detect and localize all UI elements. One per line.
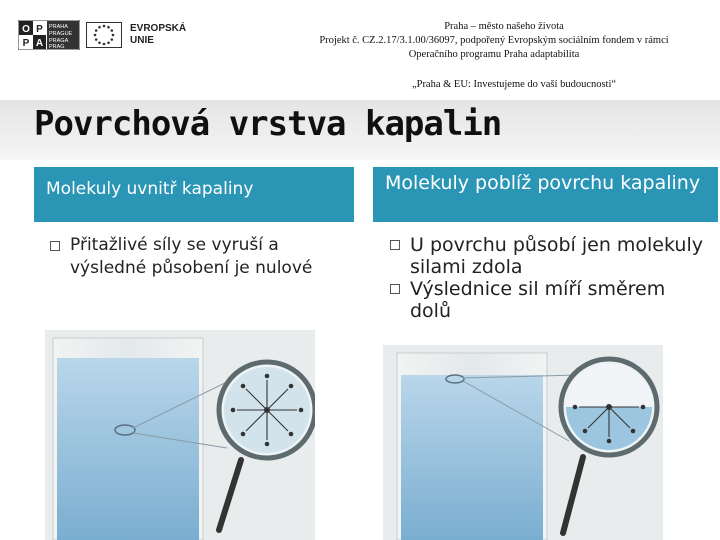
beaker-interior-illustration bbox=[45, 330, 315, 540]
eu-stars-circle-icon bbox=[86, 22, 122, 48]
bullet-text: Přitažlivé síly se vyruší a výsledné působení je nulové bbox=[70, 235, 313, 278]
eu-label bbox=[130, 23, 186, 47]
project-motto: „Praha & EU: Investujeme do vaší budoucnosti“ bbox=[411, 79, 617, 90]
liquid bbox=[401, 375, 543, 540]
opp-logo-line: PRAHA bbox=[49, 24, 68, 30]
bullet-text: Výslednice sil míří směrem dolů bbox=[410, 278, 666, 322]
project-info bbox=[270, 20, 718, 92]
list-item bbox=[388, 278, 708, 322]
opp-letter: P bbox=[36, 24, 43, 35]
opp-logo-line: PRAGUE bbox=[49, 31, 73, 37]
opp-letter: P bbox=[22, 38, 30, 49]
eu-label-line1: EVROPSKÁ bbox=[130, 23, 187, 34]
opp-letter: O bbox=[22, 24, 30, 35]
project-slogan: Praha – město našeho života bbox=[444, 21, 564, 32]
slide-title: Povrchová vrstva kapalin bbox=[34, 104, 502, 144]
header-bar bbox=[0, 0, 720, 100]
left-column-heading: Molekuly uvnitř kapaliny bbox=[34, 167, 354, 222]
opp-logo bbox=[18, 20, 80, 50]
bullet-text: U povrchu působí jen molekuly silami zdola bbox=[410, 234, 703, 278]
program-name: Operačního programu Praha adaptabilita bbox=[408, 49, 580, 60]
opp-logo-line: PRAGA bbox=[49, 38, 69, 44]
left-bullet-list bbox=[48, 234, 348, 280]
opp-logo-line: PRAG bbox=[49, 44, 65, 50]
liquid bbox=[57, 358, 199, 540]
right-bullet-list bbox=[388, 234, 708, 322]
opp-letter: A bbox=[35, 38, 44, 49]
list-item bbox=[48, 234, 348, 280]
eu-label-line2: UNIE bbox=[130, 35, 154, 46]
square-bullet-icon bbox=[390, 240, 400, 250]
project-number: Projekt č. CZ.2.17/3.1.00/36097, podpořený Evropským sociálním fondem v rámci bbox=[319, 35, 669, 46]
beaker-surface-illustration bbox=[383, 345, 663, 540]
right-column-heading: Molekuly poblíž povrchu kapaliny bbox=[373, 167, 718, 222]
square-bullet-icon bbox=[50, 241, 60, 251]
square-bullet-icon bbox=[390, 284, 400, 294]
list-item bbox=[388, 234, 708, 278]
